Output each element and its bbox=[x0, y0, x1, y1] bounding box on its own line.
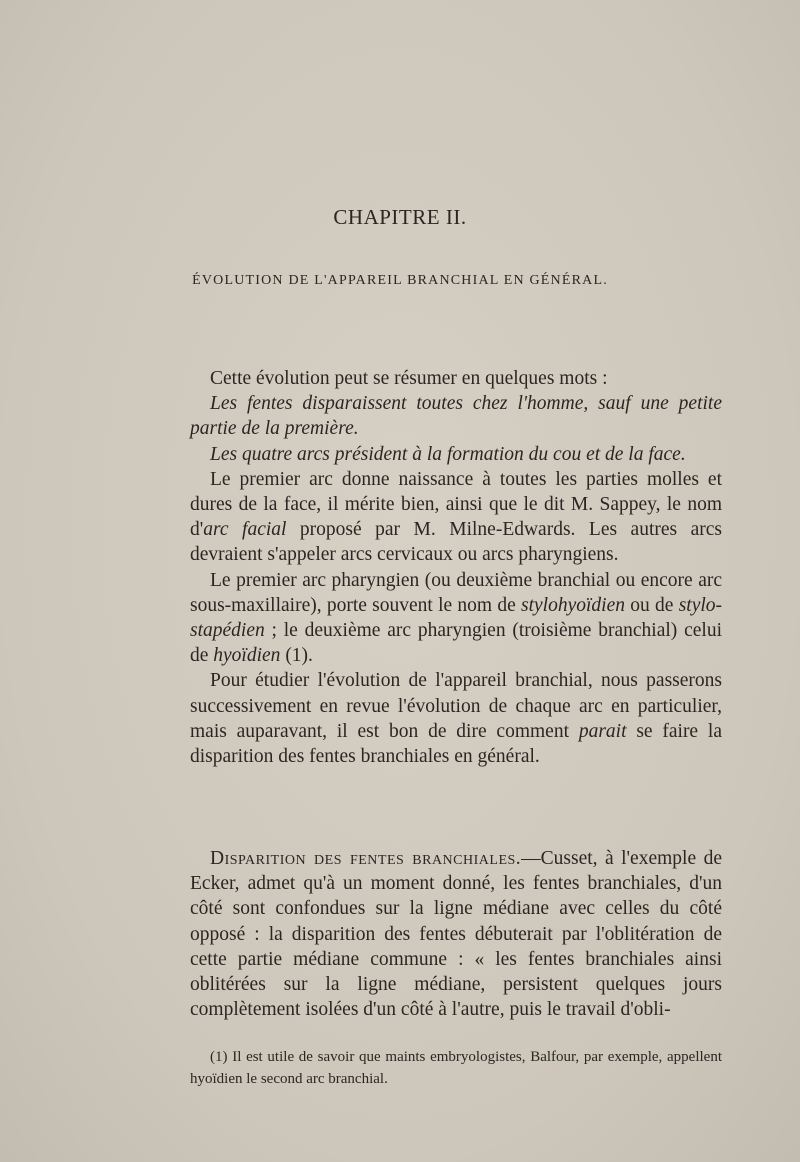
text-segment: proposé par M. Milne-Edwards. Les autres arcs devraient s'appeler arcs cervicaux ou arcs pharyngiens. bbox=[190, 519, 722, 566]
text-segment: Le premier arc donne naissance à toutes les parties molles et dures de la face, il mérite bien, ainsi que le dit M. Sappey, le nom d' bbox=[190, 468, 722, 541]
run-in-heading: Disparition des fentes branchiales. bbox=[210, 848, 522, 869]
paragraph-arcs: Les quatre arcs président à la formation du cou et de la face. bbox=[210, 443, 686, 465]
italic-term: stylo-stapédien bbox=[190, 594, 723, 642]
text-segment: ; le deuxième arc pharyngien (troisième branchial) celui de bbox=[190, 620, 722, 667]
paragraph-premier-arc bbox=[190, 467, 722, 568]
section-title: ÉVOLUTION DE L'APPAREIL BRANCHIAL EN GÉNÉRAL. bbox=[192, 273, 608, 288]
paragraph-arc-pharyngien bbox=[190, 568, 722, 669]
paragraph-evolution bbox=[190, 668, 722, 769]
italic-term: hyoïdien bbox=[213, 645, 281, 667]
text-segment: —Cusset, à l'exemple de Ecker, admet qu'à un moment donné, les fentes branchiales, d'un côté sont confondues sur la ligne médiane avec celles du côté opposé : la disparition des fentes débuterait par l'oblitération de cette partie médiane commune : « les fentes branchiales ainsi oblitérées sur la ligne médiane, persistent quelques jours complètement isolées d'un côté à l'autre, puis le travail d'obli- bbox=[190, 848, 722, 1021]
text-segment: Le premier arc pharyngien (ou deuxième branchial ou encore arc sous-maxillaire), porte souvent le nom de bbox=[190, 569, 722, 616]
footnote-ref: (1). bbox=[280, 645, 313, 667]
footnote bbox=[190, 1046, 722, 1090]
paragraph-disparition bbox=[190, 846, 722, 1022]
paragraph-intro: Cette évolution peut se résumer en quelques mots : bbox=[210, 368, 608, 389]
disparition-section bbox=[190, 846, 722, 1022]
text-segment: se faire la disparition des fentes branchiales en général. bbox=[190, 720, 722, 768]
text-segment: Pour étudier l'évolution de l'appareil branchial, nous passerons successivement en revue l'évolution de chaque arc en particulier, mais auparavant, il est bon de dire comment bbox=[190, 670, 722, 742]
italic-term: stylohyoïdien bbox=[521, 594, 625, 616]
footnote-text: (1) Il est utile de savoir que maints embryologistes, Balfour, par exemple, appellent hyoïdien le second arc branchial. bbox=[190, 1049, 722, 1087]
paragraph-fentes: Les fentes disparaissent toutes chez l'homme, sauf une petite partie de la première. bbox=[190, 393, 722, 440]
italic-term: parait bbox=[578, 720, 627, 742]
text-segment: ou de bbox=[625, 594, 679, 616]
italic-term: arc facial bbox=[203, 519, 287, 541]
chapter-title: CHAPITRE II. bbox=[333, 205, 467, 229]
main-text bbox=[190, 366, 722, 769]
